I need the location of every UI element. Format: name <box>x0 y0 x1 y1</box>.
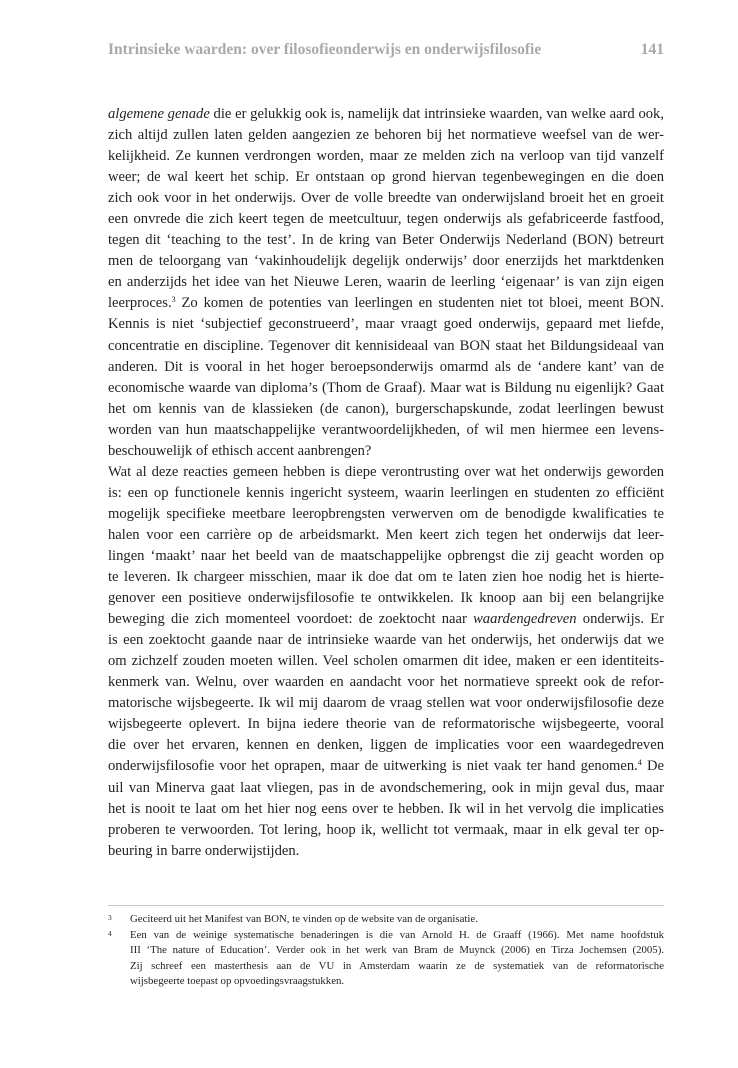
line-text: onderwijsfilosofie voor het oprapen, maar de uitwerking is niet vaak ter hand genomen. <box>108 758 638 775</box>
text-line <box>108 609 664 630</box>
text-line: het om kennis van de klassieken (de canon), burgerschapskunde, zodat leerlingen bewust <box>108 400 664 417</box>
text-line: is: een op functionele kennis ingericht systeem, waarin leerlingen en studenten zo efficiënt <box>108 484 664 501</box>
line-text: beweging die zich momenteel voordoet: de zoektocht naar <box>108 611 474 628</box>
footnote-divider <box>108 905 664 906</box>
text-line: zich altijd zullen laten gelden aangezien ze behoren bij het normatieve weefsel van de wer- <box>108 127 664 144</box>
line-text: leerproces. <box>108 295 172 312</box>
text-line: die over het ervaren, kennen en denken, liggen de implicaties voor een waardegedreven <box>108 737 664 754</box>
text-line: concentratie en discipline. Tegenover dit kennisideaal van BON staat het Bildungsideaal van <box>108 337 664 354</box>
text-line: om zichzelf zouden moeten willen. Veel scholen omarmen dit idee, maken er een identiteits- <box>108 653 664 670</box>
text-line: uil van Minerva gaat laat vliegen, pas in de avondschemering, ook in mijn geval dus, maar <box>108 779 664 796</box>
line-text: die er gelukkig ook is, namelijk dat intrinsieke waarden, van welke aard ook, <box>209 106 664 122</box>
text-line: Kennis is niet ‘subjectief geconstrueerd’, maar vraagt goed onderwijs, gepaard met liefde, <box>108 316 664 333</box>
text-line: weer; de wal keert het schip. Er ontstaan op grond hiervan tegenbewegingen en die doen <box>108 169 664 186</box>
text-line: worden van hun maatschappelijke verantwoordelijkheden, of wil men hiermee een levens- <box>108 421 664 438</box>
line-text: De <box>641 758 665 775</box>
footnote-3 <box>108 912 664 928</box>
footnote-ref-3[interactable]: 3 <box>171 295 176 305</box>
body-text <box>108 104 664 862</box>
text-line: zich ook voor in het onderwijs. Over de volle breedte van onderwijsland broeit het en groeit <box>108 190 664 207</box>
running-title: Intrinsieke waarden: over filosofieonderwijs en onderwijsfilosofie <box>108 41 542 58</box>
text-line: tegen dit ‘teaching to the test’. In de kring van Beter Onderwijs Nederland (BON) betreurt <box>108 232 664 249</box>
running-header <box>108 37 664 63</box>
text-line: is een zoektocht gaande naar de intrinsieke waarde van het onderwijs, het onderwijs dat we <box>108 632 664 649</box>
text-line: kenmerk van. Welnu, over waarden en aandacht voor het normatieve spreekt ook de refor- <box>108 674 664 691</box>
footnote-marker: 3 <box>108 913 112 922</box>
text-line: en anderzijds het idee van het Nieuwe Leren, waarin de leerling ‘eigenaar’ is van zijn eigen <box>108 274 664 291</box>
text-line <box>108 293 664 314</box>
footnote-ref-4[interactable]: 4 <box>637 758 642 768</box>
text-line: halen voor een carrière op de arbeidsmarkt. Men keert zich tegen het onderwijs dat leer- <box>108 526 664 543</box>
text-line <box>108 756 664 777</box>
footnote-text: Geciteerd uit het Manifest van BON, te vinden op de website van de organisatie. <box>130 913 478 925</box>
text-line: economische waarde van diploma’s (Thom de Graaf). Maar wat is Bildung nu eigenlijk? Gaat <box>108 379 664 396</box>
line-text: onderwijs. Er <box>576 611 664 628</box>
text-line: kelijkheid. Ze kunnen verdrongen worden, maar ze melden zich na verloop van tijd vanzelf <box>108 148 664 165</box>
emphasis-term: waardengedreven <box>473 611 577 628</box>
text-line: te leveren. Ik chargeer misschien, maar ik doe dat om te laten zien hoe nodig het is hierte- <box>108 569 664 586</box>
footnotes <box>108 912 664 990</box>
page-number: 141 <box>640 41 664 58</box>
footnote-4-line: III ‘The nature of Education’. Verder ook in het werk van Bram de Muynck (2006) en Tirza Jochemsen (2005). <box>130 944 664 956</box>
text-line: proberen te verwoorden. Tot lering, hoop ik, wellicht tot vermaak, maar in elk geval ter op- <box>108 821 664 838</box>
text-line: Wat al deze reacties gemeen hebben is diepe verontrusting over wat het onderwijs geworden <box>108 463 664 480</box>
text-line: wijsbegeerte oplevert. In bijna iedere theorie van de reformatorische wijsbegeerte, vooral <box>108 716 664 733</box>
emphasis-term: algemene genade <box>108 106 210 122</box>
text-line: beschouwelijk of ethisch accent aanbrengen? <box>108 442 372 459</box>
footnote-4 <box>108 928 664 944</box>
text-line: beuring in barre onderwijstijden. <box>108 842 300 859</box>
text-line <box>108 104 664 125</box>
footnote-text: Een van de weinige systematische benaderingen is die van Arnold H. de Graaff (1966). Met name hoofdstuk <box>130 928 664 941</box>
text-line: genover een positieve onderwijsfilosofie te ontwikkelen. Ik knoop aan bij een belangrijke <box>108 590 664 607</box>
text-line: anderen. Dit is vooral in het hoger beroepsonderwijs omarmd als de ‘andere kant’ van de <box>108 358 664 375</box>
text-line: matorische wijsbegeerte. Ik wil mij daarom de vraag stellen wat voor onderwijsfilosofie deze <box>108 695 664 712</box>
footnote-marker: 4 <box>108 928 112 938</box>
footnote-4-line: Zij schreef een masterthesis aan de VU in Amsterdam waarin ze de systematiek van de reformatorische <box>130 959 664 972</box>
text-line: men de teloorgang van ‘vakinhoudelijk degelijk onderwijs’ door enerzijds het marktdenken <box>108 253 664 270</box>
text-line: mogelijk specifieke meetbare leeropbrengsten verwerven om de benodigde kwalificaties te <box>108 505 664 522</box>
text-line: het is nooit te laat om het hier nog eens over te hebben. Ik wil in het vervolg die implicaties <box>108 800 664 817</box>
footnote-4-line: wijsbegeerte toepast op opvoedingsvraagstukken. <box>130 975 345 987</box>
text-line: lingen ‘maakt’ naar het beeld van de maatschappelijke opbrengst die zij geacht worden op <box>108 547 664 564</box>
text-line: een onvrede die zich keert tegen de meetcultuur, tegen onderwijs als gefabriceerde fastfood, <box>108 211 664 228</box>
line-text: Zo komen de potenties van leerlingen en studenten niet tot bloei, meent BON. <box>175 295 664 312</box>
